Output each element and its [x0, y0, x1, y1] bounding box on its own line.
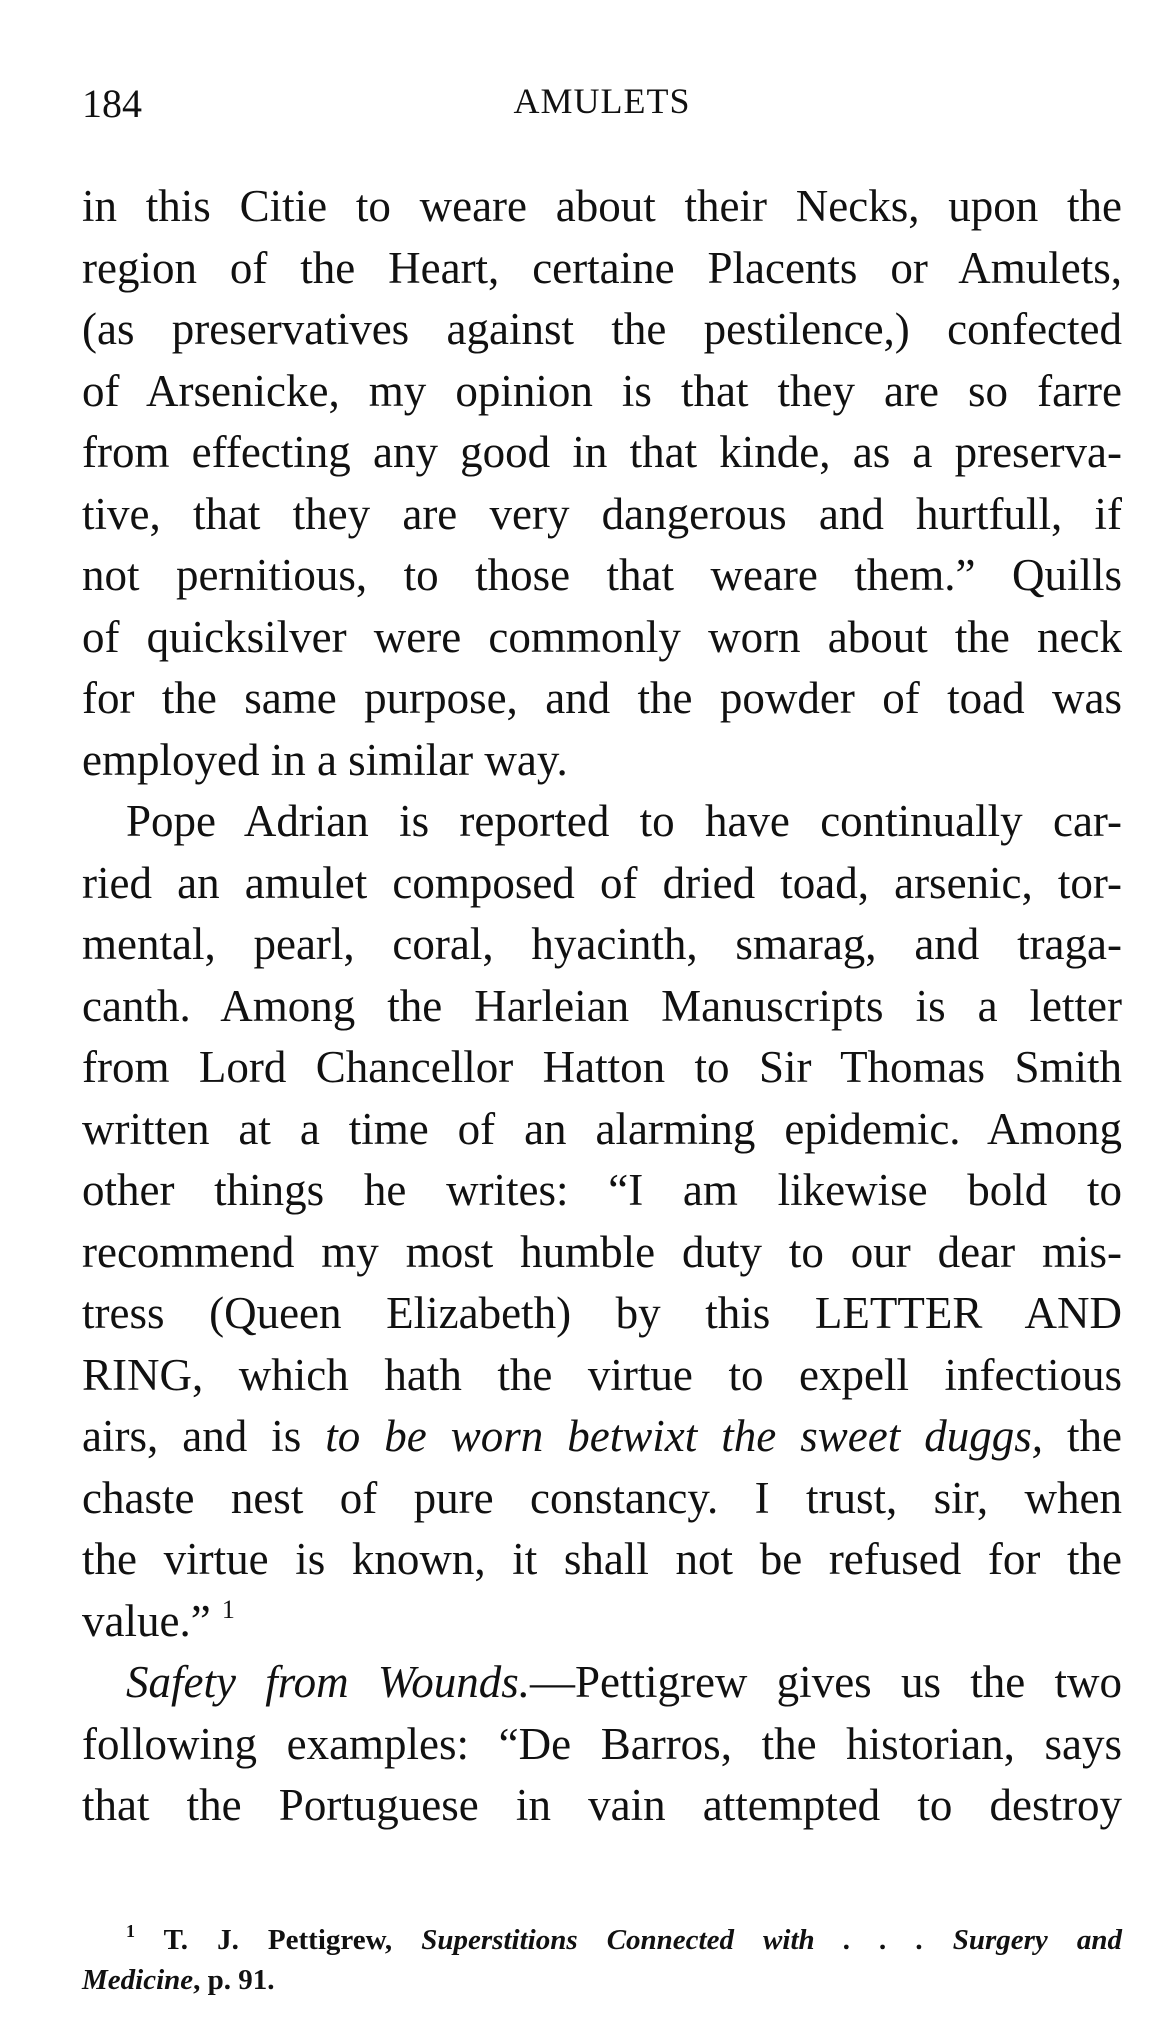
paragraph-2 [82, 791, 1122, 1652]
footnote-title-continued: Medicine [82, 1964, 194, 1996]
book-page [82, 0, 1122, 2040]
text-line: RING, which hath the virtue to expell infectious [82, 1349, 1122, 1400]
running-title: AMULETS [513, 81, 691, 121]
paragraph-3 [82, 1652, 1122, 1837]
text-run: the [1043, 1411, 1122, 1461]
text-line: region of the Heart, certaine Placents or Amulets, [82, 242, 1122, 293]
text-line: canth. Among the Harleian Manuscripts is a letter [82, 980, 1122, 1031]
running-head [82, 72, 1122, 132]
text-line: tress (Queen Elizabeth) by this LETTER AND [82, 1288, 1122, 1338]
text-line: ried an amulet composed of dried toad, arsenic, tor- [82, 857, 1122, 908]
footnote-page-ref: , p. 91. [193, 1964, 275, 1996]
text-line: written at a time of an alarming epidemic. Among [82, 1103, 1122, 1154]
footnote [82, 1920, 1122, 2000]
text-line: from effecting any good in that kinde, as a preserva- [82, 427, 1122, 477]
body-text [82, 176, 1122, 1837]
footnote-line [82, 1920, 1122, 1960]
text-line: (as preservatives against the pestilence,) confected [82, 304, 1122, 354]
paragraph-1 [82, 176, 1122, 791]
text-line: following examples: “De Barros, the historian, says [82, 1718, 1122, 1769]
page-number: 184 [82, 81, 142, 126]
text-line: Pope Adrian is reported to have continually car- [126, 796, 1122, 846]
text-line: tive, that they are very dangerous and hurtfull, if [82, 488, 1122, 539]
text-line: mental, pearl, coral, hyacinth, smarag, and traga- [82, 919, 1122, 969]
footnote-mark: 1 [126, 1921, 135, 1941]
text-line [82, 1652, 1122, 1714]
footnote-line [82, 1960, 1122, 2000]
footnote-title: Superstitions Connected with . . . Surgery and [421, 1924, 1122, 1956]
text-line: that the Portuguese in vain attempted to destroy [82, 1780, 1122, 1830]
text-line: other things he writes: “I am likewise bold to [82, 1165, 1122, 1215]
text-line: in this Citie to weare about their Necks, upon the [82, 181, 1122, 231]
text-line: not pernitious, to those that weare them.” Quills [82, 550, 1122, 600]
text-line [82, 1406, 1122, 1468]
text-line: recommend my most humble duty to our dear mis- [82, 1226, 1122, 1277]
text-line: for the same purpose, and the powder of toad was [82, 673, 1122, 723]
footnote-author: T. J. Pettigrew, [163, 1924, 422, 1956]
italic-quote: to be worn betwixt the sweet duggs, [325, 1411, 1043, 1461]
text-line: from Lord Chancellor Hatton to Sir Thomas Smith [82, 1042, 1122, 1092]
text-line: chaste nest of pure constancy. I trust, sir, when [82, 1472, 1122, 1523]
footnote-reference[interactable]: 1 [221, 1594, 235, 1624]
text-line: of Arsenicke, my opinion is that they are so farre [82, 365, 1122, 416]
text-line: the virtue is known, it shall not be refused for the [82, 1534, 1122, 1584]
section-run-in-heading: Safety from Wounds. [126, 1657, 530, 1707]
text-line [82, 1591, 1122, 1653]
text-line: of quicksilver were commonly worn about the neck [82, 611, 1122, 662]
text-run: airs, and is [82, 1411, 326, 1461]
text-run: value.” [82, 1595, 211, 1646]
text-run: —Pettigrew gives us the two [529, 1657, 1122, 1707]
text-line: employed in a similar way. [82, 734, 568, 785]
